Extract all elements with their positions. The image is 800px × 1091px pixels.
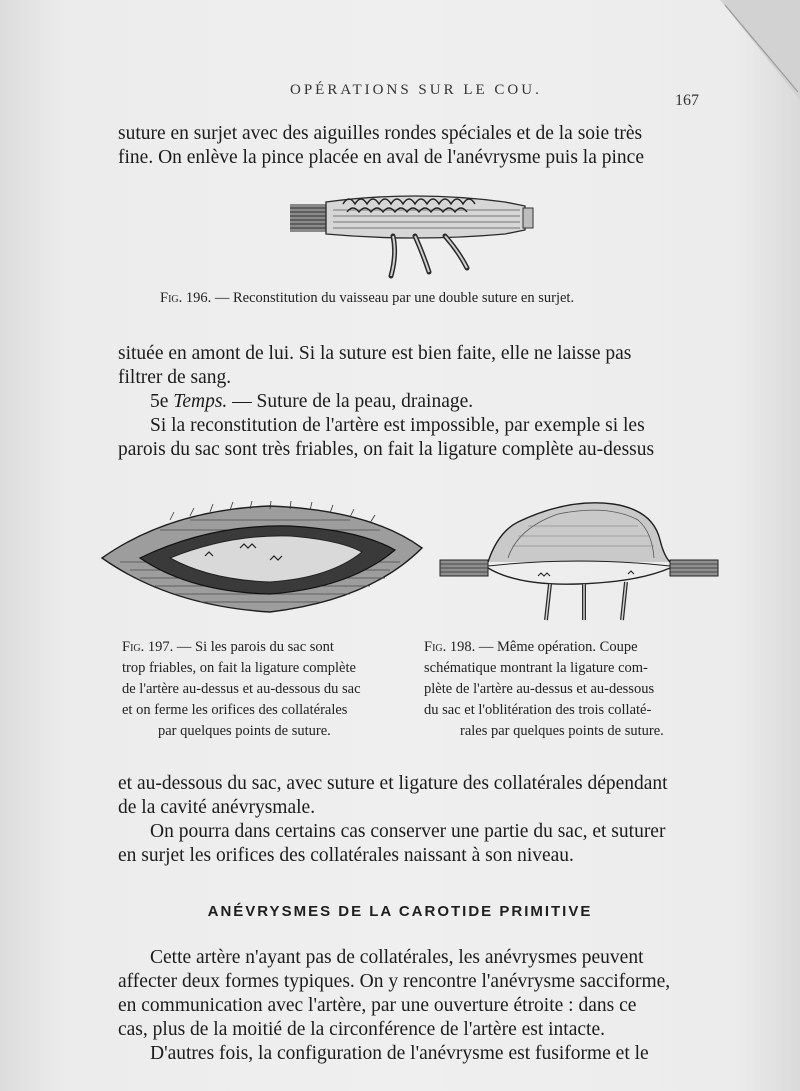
caption-line: schématique montrant la ligature com-: [424, 660, 648, 676]
temps-label: Temps.: [173, 391, 228, 412]
running-head: OPÉRATIONS SUR LE COU.: [290, 82, 542, 98]
figure-label: Fig. 196.: [160, 290, 212, 306]
text-line: située en amont de lui. Si la suture est bien faite, elle ne laisse pas: [118, 343, 632, 364]
caption-line: rales par quelques points de suture.: [460, 723, 664, 739]
temps-text: — Suture de la peau, drainage.: [227, 391, 474, 412]
text-line: en communication avec l'artère, par une ouverture étroite : dans ce: [118, 995, 637, 1016]
text-line: Si la reconstitution de l'artère est impossible, par exemple si les: [150, 415, 645, 436]
figure-197-opened-sac: [100, 500, 425, 620]
figure-198-caption: [424, 637, 706, 742]
figure-label: Fig. 198.: [424, 639, 476, 655]
paragraph: [118, 772, 700, 868]
caption-line: par quelques points de suture.: [158, 723, 331, 739]
caption-line: et on ferme les orifices des collatérales: [122, 702, 348, 718]
text-line: cas, plus de la moitié de la circonférence de l'artère est intacte.: [118, 1019, 605, 1040]
text-line: de la cavité anévrysmale.: [118, 797, 316, 818]
figure-196-vessel-suture: [285, 188, 535, 282]
section-heading: ANÉVRYSMES DE LA CAROTIDE PRIMITIVE: [207, 903, 593, 920]
text-line: fine. On enlève la pince placée en aval de l'anévrysme puis la pince: [118, 147, 644, 168]
text-line: affecter deux formes typiques. On y rencontre l'anévrysme sacciforme,: [118, 971, 671, 992]
figure-196-caption: [160, 288, 574, 309]
caption-line: du sac et l'oblitération des trois collaté-: [424, 702, 652, 718]
text-line: filtrer de sang.: [118, 367, 232, 388]
text-line: D'autres fois, la configuration de l'anévrysme est fusiforme et le: [150, 1043, 649, 1064]
caption-line: de l'artère au-dessus et au-dessous du sac: [122, 681, 361, 697]
caption-text: — Si les parois du sac sont: [173, 639, 334, 655]
temps-line: [118, 390, 700, 414]
paragraph: [118, 342, 700, 462]
text-line: parois du sac sont très friables, on fait la ligature complète au-dessus: [118, 439, 655, 460]
paragraph-continuation: [118, 122, 700, 170]
text-line: en surjet les orifices des collatérales naissant à son niveau.: [118, 845, 574, 866]
caption-text: — Même opération. Coupe: [475, 639, 638, 655]
page-number: 167: [675, 92, 699, 109]
temps-number: 5e: [150, 391, 169, 412]
figure-197-caption: [122, 637, 404, 742]
caption-line: trop friables, on fait la ligature complète: [122, 660, 356, 676]
figure-label: Fig. 197.: [122, 639, 174, 655]
paragraph: [118, 946, 700, 1066]
caption-text: — Reconstitution du vaisseau par une double suture en surjet.: [211, 290, 575, 306]
text-line: Cette artère n'ayant pas de collatérales, les anévrysmes peuvent: [150, 947, 644, 968]
figure-198-schematic-section: [438, 496, 720, 622]
text-line: On pourra dans certains cas conserver une partie du sac, et suturer: [150, 821, 666, 842]
text-line: et au-dessous du sac, avec suture et ligature des collatérales dépendant: [118, 773, 668, 794]
caption-line: plète de l'artère au-dessus et au-dessous: [424, 681, 655, 697]
text-line: suture en surjet avec des aiguilles rondes spéciales et de la soie très: [118, 123, 643, 144]
